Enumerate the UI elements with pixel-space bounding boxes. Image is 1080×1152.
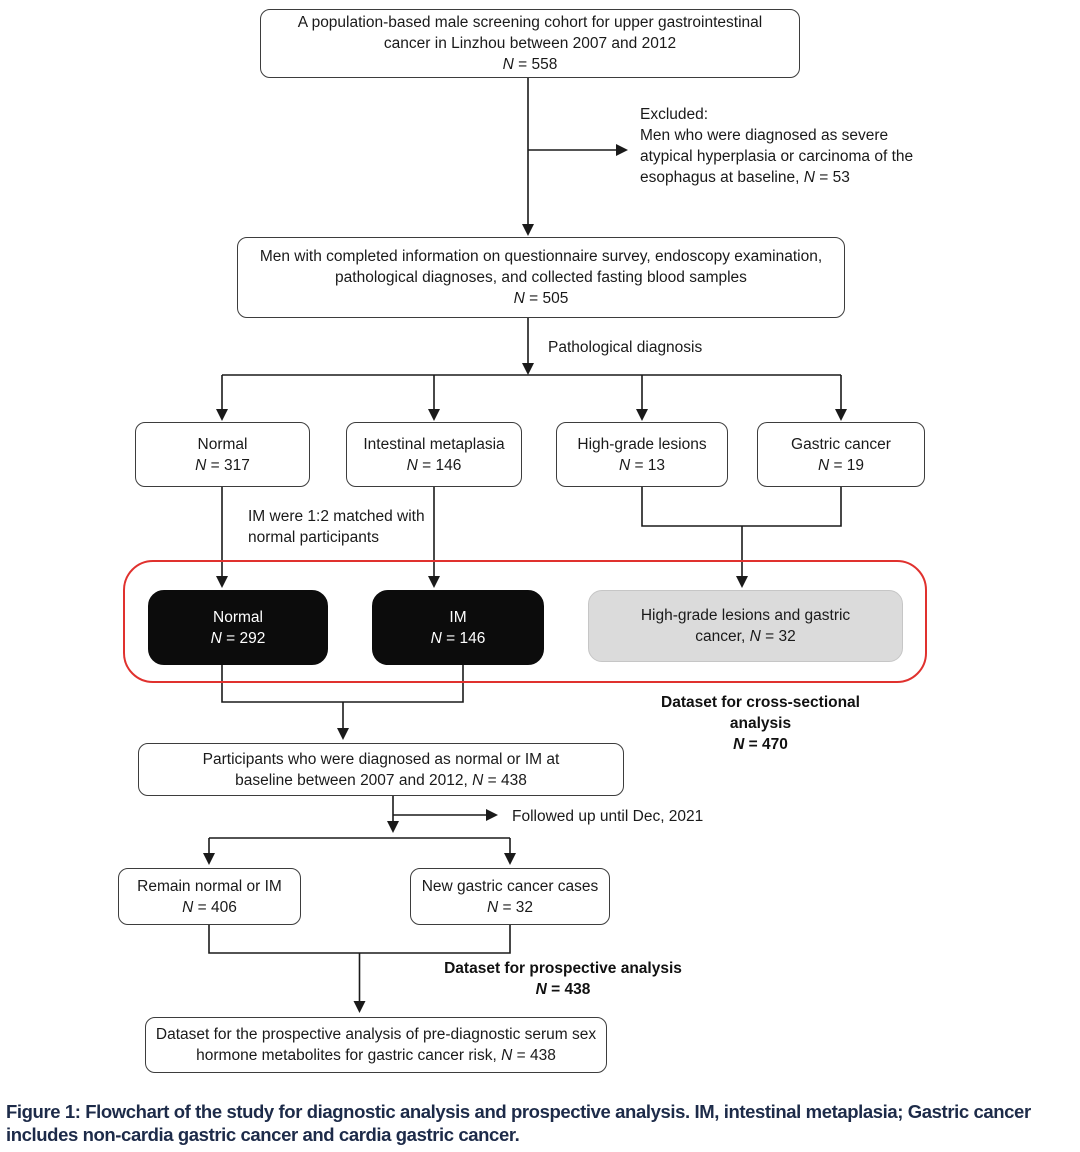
n-symbol: N bbox=[535, 981, 547, 998]
node-normal-matched bbox=[148, 590, 328, 665]
node-gastric-cancer bbox=[757, 422, 925, 487]
n-count bbox=[211, 628, 266, 649]
figure-caption: Figure 1: Flowchart of the study for diagnostic analysis and prospective analysis. IM, intestinal metaplasia; Gastric cancer includes non-cardia gastric cancer and cardia gastric cancer. bbox=[6, 1101, 1031, 1145]
n-value: = 505 bbox=[529, 290, 569, 307]
n-symbol: N bbox=[486, 898, 499, 916]
node-title: Normal bbox=[213, 608, 263, 626]
n-count bbox=[818, 455, 864, 476]
n-value: = 13 bbox=[634, 456, 666, 474]
node-text bbox=[154, 1024, 598, 1066]
node-remain-normal-im bbox=[118, 868, 301, 925]
n-symbol: N bbox=[430, 629, 442, 647]
n-count bbox=[487, 897, 533, 918]
n-count bbox=[619, 455, 665, 476]
n-count bbox=[503, 54, 558, 75]
node-title: Gastric cancer bbox=[791, 435, 891, 453]
n-value: = 53 bbox=[819, 169, 850, 186]
n-value: = 438 bbox=[551, 981, 591, 998]
prospective-dataset-label bbox=[418, 958, 708, 1000]
node-text bbox=[621, 605, 870, 647]
n-value: = 558 bbox=[518, 56, 558, 73]
label-text: Dataset for cross-sectional analysis bbox=[661, 694, 860, 732]
n-count bbox=[418, 979, 708, 1000]
node-im-matched bbox=[372, 590, 544, 665]
n-count bbox=[648, 734, 873, 755]
n-symbol: N bbox=[501, 1047, 513, 1064]
cross-sectional-dataset-label bbox=[648, 692, 873, 755]
node-text bbox=[173, 749, 589, 791]
node-text: Men with completed information on questionnaire survey, endoscopy examination, pathological diagnoses, and collected fasting blood samples bbox=[259, 248, 823, 286]
followup-note: Followed up until Dec, 2021 bbox=[512, 808, 704, 825]
n-symbol: N bbox=[210, 629, 222, 647]
excluded-title: Excluded: bbox=[640, 106, 709, 123]
n-value: = 146 bbox=[446, 629, 486, 647]
node-high-grade-lesions bbox=[556, 422, 728, 487]
node-text-body: Dataset for the prospective analysis of pre-diagnostic serum sex hormone metabolites for gastric cancer risk, bbox=[155, 1026, 597, 1064]
node-participants-baseline bbox=[138, 743, 624, 796]
n-value: = 438 bbox=[516, 1047, 556, 1064]
n-value: = 470 bbox=[748, 736, 788, 753]
n-symbol: N bbox=[618, 456, 631, 474]
n-symbol: N bbox=[502, 56, 514, 73]
node-title: IM bbox=[449, 608, 467, 626]
n-value: = 406 bbox=[197, 898, 237, 916]
n-symbol: N bbox=[513, 290, 525, 307]
n-symbol: N bbox=[195, 456, 207, 474]
node-text-body: Participants who were diagnosed as normal or IM at baseline between 2007 and 2012, bbox=[202, 750, 560, 789]
n-count bbox=[514, 288, 569, 309]
n-symbol: N bbox=[182, 898, 194, 916]
node-title: Normal bbox=[197, 435, 248, 453]
node-title: New gastric cancer cases bbox=[421, 877, 599, 895]
node-text-body: High-grade lesions and gastric cancer, bbox=[640, 607, 851, 645]
excluded-note bbox=[640, 104, 940, 188]
n-value: = 317 bbox=[210, 456, 250, 474]
node-title: High-grade lesions bbox=[577, 435, 707, 453]
node-text: A population-based male screening cohort for upper gastrointestinal cancer in Linzhou between 2007 and 2012 bbox=[297, 14, 763, 52]
node-completed-information bbox=[237, 237, 845, 318]
n-value: = 292 bbox=[226, 629, 266, 647]
n-value: = 438 bbox=[487, 771, 527, 789]
excluded-body bbox=[640, 125, 940, 188]
node-intestinal-metaplasia bbox=[346, 422, 522, 487]
n-symbol: N bbox=[472, 771, 484, 789]
n-count bbox=[195, 455, 250, 476]
n-value: = 32 bbox=[502, 898, 534, 916]
n-symbol: N bbox=[406, 456, 418, 474]
n-symbol: N bbox=[749, 628, 761, 645]
connector-hgl-gc-merge-bar bbox=[642, 487, 841, 526]
node-title: Remain normal or IM bbox=[137, 877, 282, 895]
node-new-gastric-cancer bbox=[410, 868, 610, 925]
n-count bbox=[431, 628, 486, 649]
connector-prospective-merge-bar bbox=[209, 925, 510, 953]
label-text: Dataset for prospective analysis bbox=[444, 960, 682, 977]
n-count bbox=[407, 455, 462, 476]
n-value: = 146 bbox=[422, 456, 462, 474]
n-count bbox=[182, 897, 237, 918]
n-symbol: N bbox=[803, 169, 815, 186]
excluded-body-text: Men who were diagnosed as severe atypical hyperplasia or carcinoma of the esophagus at baseline, bbox=[640, 127, 914, 186]
node-title: Intestinal metaplasia bbox=[363, 435, 505, 453]
n-symbol: N bbox=[817, 456, 830, 474]
node-screening-cohort bbox=[260, 9, 800, 78]
node-normal-baseline bbox=[135, 422, 310, 487]
n-value: = 32 bbox=[765, 628, 796, 645]
node-final-dataset bbox=[145, 1017, 607, 1073]
pathological-diagnosis-label: Pathological diagnosis bbox=[548, 339, 703, 356]
n-value: = 19 bbox=[833, 456, 865, 474]
matching-note: IM were 1:2 matched with normal participants bbox=[248, 508, 425, 546]
node-hgl-gastric-cancer-combined bbox=[588, 590, 903, 662]
n-symbol: N bbox=[733, 736, 745, 753]
